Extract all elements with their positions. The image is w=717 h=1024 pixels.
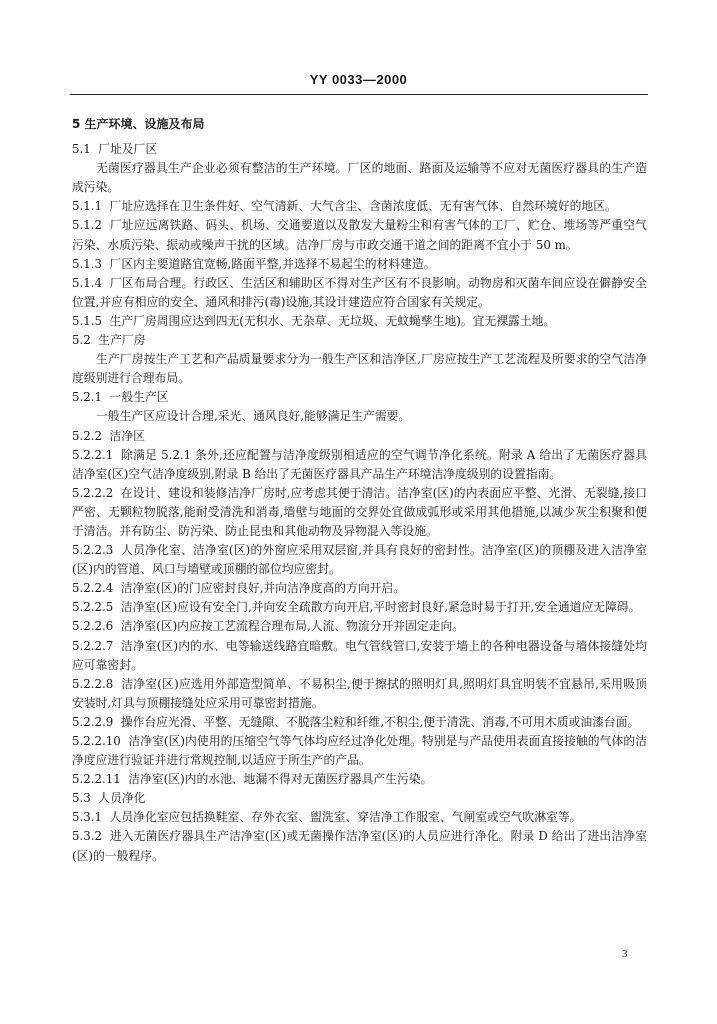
clause-text: 生产厂房 [98,333,146,348]
clause-number: 5.2.2.10 [72,734,129,748]
paragraph [72,331,647,350]
clause-number: 5.2.1 [72,390,110,405]
clause-text: 一般生产区应设计合理,采光、通风良好,能够满足生产需要。 [96,409,411,424]
standard-number-header: YY 0033—2000 [309,72,408,87]
clause-text: 洁净室(区)应选用外部造型简单、不易积尘,便于擦拭的照明灯具,照明灯具宜明装不宜悬吊,采用吸顶安装时,灯具与顶棚接缝处应采用可靠密封措施。 [72,676,647,710]
paragraph [72,140,647,159]
clause-text: 生产厂房按生产工艺和产品质量要求分为一般生产区和洁净区,厂房应按生产工艺流程及所要求的空气洁净度级别进行合理布局。 [72,352,647,386]
paragraph [72,216,647,254]
clause-text: 除满足 5.2.1 条外,还应配置与洁净度级别相适应的空气调节净化系统。附录 A 给出了无菌医疗器具洁净室(区)空气洁净度级别,附录 B 给出了无菌医疗器具产品生产环境洁净度级别的设置指南。 [72,447,647,481]
clause-text: 厂址应选择在卫生条件好、空气清新、大气含尘、含菌浓度低、无有害气体、自然环境好的地区。 [109,199,617,214]
clause-number: 5.1.4 [72,275,110,290]
clause-number: 5.2.2.2 [72,485,121,500]
paragraph [72,675,647,713]
clause-text: 洁净室(区)内应按工艺流程合理布局,人流、物流分开并固定走向。 [120,619,465,634]
paragraph [72,541,647,579]
paragraph [72,808,647,827]
clause-text: 洁净室(区)内使用的压缩空气等气体均应经过净化处理。特别是与产品使用表面直接接触的气体的洁净度应进行验证并进行常规控制,以适应于所生产的产品。 [72,734,647,768]
clause-text: 无菌医疗器具生产企业必须有整洁的生产环境。厂区的地面、路面及运输等不应对无菌医疗器具的生产造成污染。 [72,161,647,195]
clause-text: 人员净化室应包括换鞋室、存外衣室、盥洗室、穿洁净工作服室、气闸室或空气吹淋室等。 [109,810,582,825]
header-rule [70,94,648,95]
paragraph [72,446,647,484]
clause-number: 5.1.5 [72,313,110,328]
clause-number: 5.2.2.8 [72,676,122,691]
paragraph [72,388,647,407]
clause-text: 厂区布局合理。行政区、生活区和辅助区不得对生产区有不良影响。动物房和灭菌车间应设在僻静安全位置,并应有相应的安全、通风和排污(毒)设施,其设计建造应符合国家有关规定。 [72,275,647,309]
clause-number: 5.2.2.11 [72,772,129,787]
clause-text: 人员净化 [98,791,146,806]
clause-text: 生产厂房周围应达到四无(无积水、无杂草、无垃圾、无蚊蝇孳生地)。宜无裸露土地。 [109,313,556,328]
clause-text: 洁净区 [109,428,145,443]
paragraph [72,713,647,732]
clause-number: 5.2.2.9 [72,714,121,729]
clause-text: 厂址及厂区 [98,142,158,157]
clause-number: 5.3 [72,791,99,806]
clause-text: 厂区内主要道路宜宽畅,路面平整,并选择不易起尘的材料建造。 [109,256,436,271]
paragraph [72,484,647,541]
paragraph [72,770,647,789]
clause-number: 5.2 [72,333,99,348]
clause-number: 5.2.2.4 [72,581,121,596]
clause-number: 5.1 [72,142,99,157]
paragraph [72,407,647,426]
document-body [72,115,647,866]
paragraph [72,732,647,770]
paragraph [72,197,647,216]
paragraph [72,617,647,636]
paragraph-list [72,140,647,866]
paragraph [72,579,647,598]
clause-text: 洁净室(区)的门应密封良好,并向洁净度高的方向开启。 [120,581,406,596]
clause-number: 5.3.2 [72,829,110,844]
paragraph [72,350,647,388]
clause-number: 5.1.3 [72,256,110,271]
clause-number: 5.3.1 [72,810,110,825]
clause-number: 5.2.2.5 [72,600,121,615]
clause-text: 厂址应远离铁路、码头、机场、交通要道以及散发大量粉尘和有害气体的工厂、贮仓、堆场等严重空气污染、水质污染、振动或噪声干扰的区域。洁净厂房与市政交通干道之间的距离不宜小于 50 m。 [72,218,647,252]
clause-text: 洁净室(区)内的水、电等输送线路宜暗敷。电气管线管口,安装于墙上的各种电器设备与墙体接缝处均应可靠密封。 [72,638,647,672]
clause-number: 5.2.2 [72,428,110,443]
clause-text: 操作台应光滑、平整、无缝隙、不脱落尘粒和纤维,不积尘,便于清洗、消毒,不可用木质或油漆台面。 [120,714,640,729]
paragraph [72,427,647,446]
clause-number: 5.1.1 [72,199,110,214]
clause-text: 一般生产区 [109,390,169,405]
paragraph [72,255,647,274]
clause-number: 5.2.2.3 [72,543,122,558]
paragraph [72,637,647,675]
clause-number: 5.2.2.6 [72,619,121,634]
clause-number: 5.2.2.7 [72,638,122,653]
clause-text: 进入无菌医疗器具生产洁净室(区)或无菌操作洁净室(区)的人员应进行净化。附录 D 给出了进出洁净室(区)的一般程序。 [72,829,647,863]
page-number: 3 [622,948,628,960]
paragraph [72,274,647,312]
clause-text: 洁净室(区)应设有安全门,并向安全疏散方向开启,平时密封良好,紧急时易于打开,安全通道应无障碍。 [120,600,641,615]
clause-number: 5.2.2.1 [72,447,122,462]
clause-number: 5.1.2 [72,218,110,233]
paragraph [72,827,647,865]
clause-text: 人员净化室、洁净室(区)的外窗应采用双层窗,并具有良好的密封性。洁净室(区)的顶棚及进入洁净室(区)内的管道、风口与墙壁或顶棚的部位均应密封。 [72,543,647,577]
clause-text: 洁净室(区)内的水池、地漏不得对无菌医疗器具产生污染。 [128,772,433,787]
paragraph [72,598,647,617]
paragraph [72,312,647,331]
clause-text: 在设计、建设和装修洁净厂房时,应考虑其便于清洁。洁净室(区)的内表面应平整、光滑、无裂缝,接口严密、无颗粒物脱落,能耐受清洗和消毒,墙壁与地面的交界处宜做成弧形或采用其他措施,以减少灰尘积聚和便于清洁。并有防尘、防污染、防止昆虫和其他动物及异物混入等设施。 [72,485,647,538]
paragraph [72,789,647,808]
paragraph [72,159,647,197]
section-title: 5 生产环境、设施及布局 [72,117,205,131]
